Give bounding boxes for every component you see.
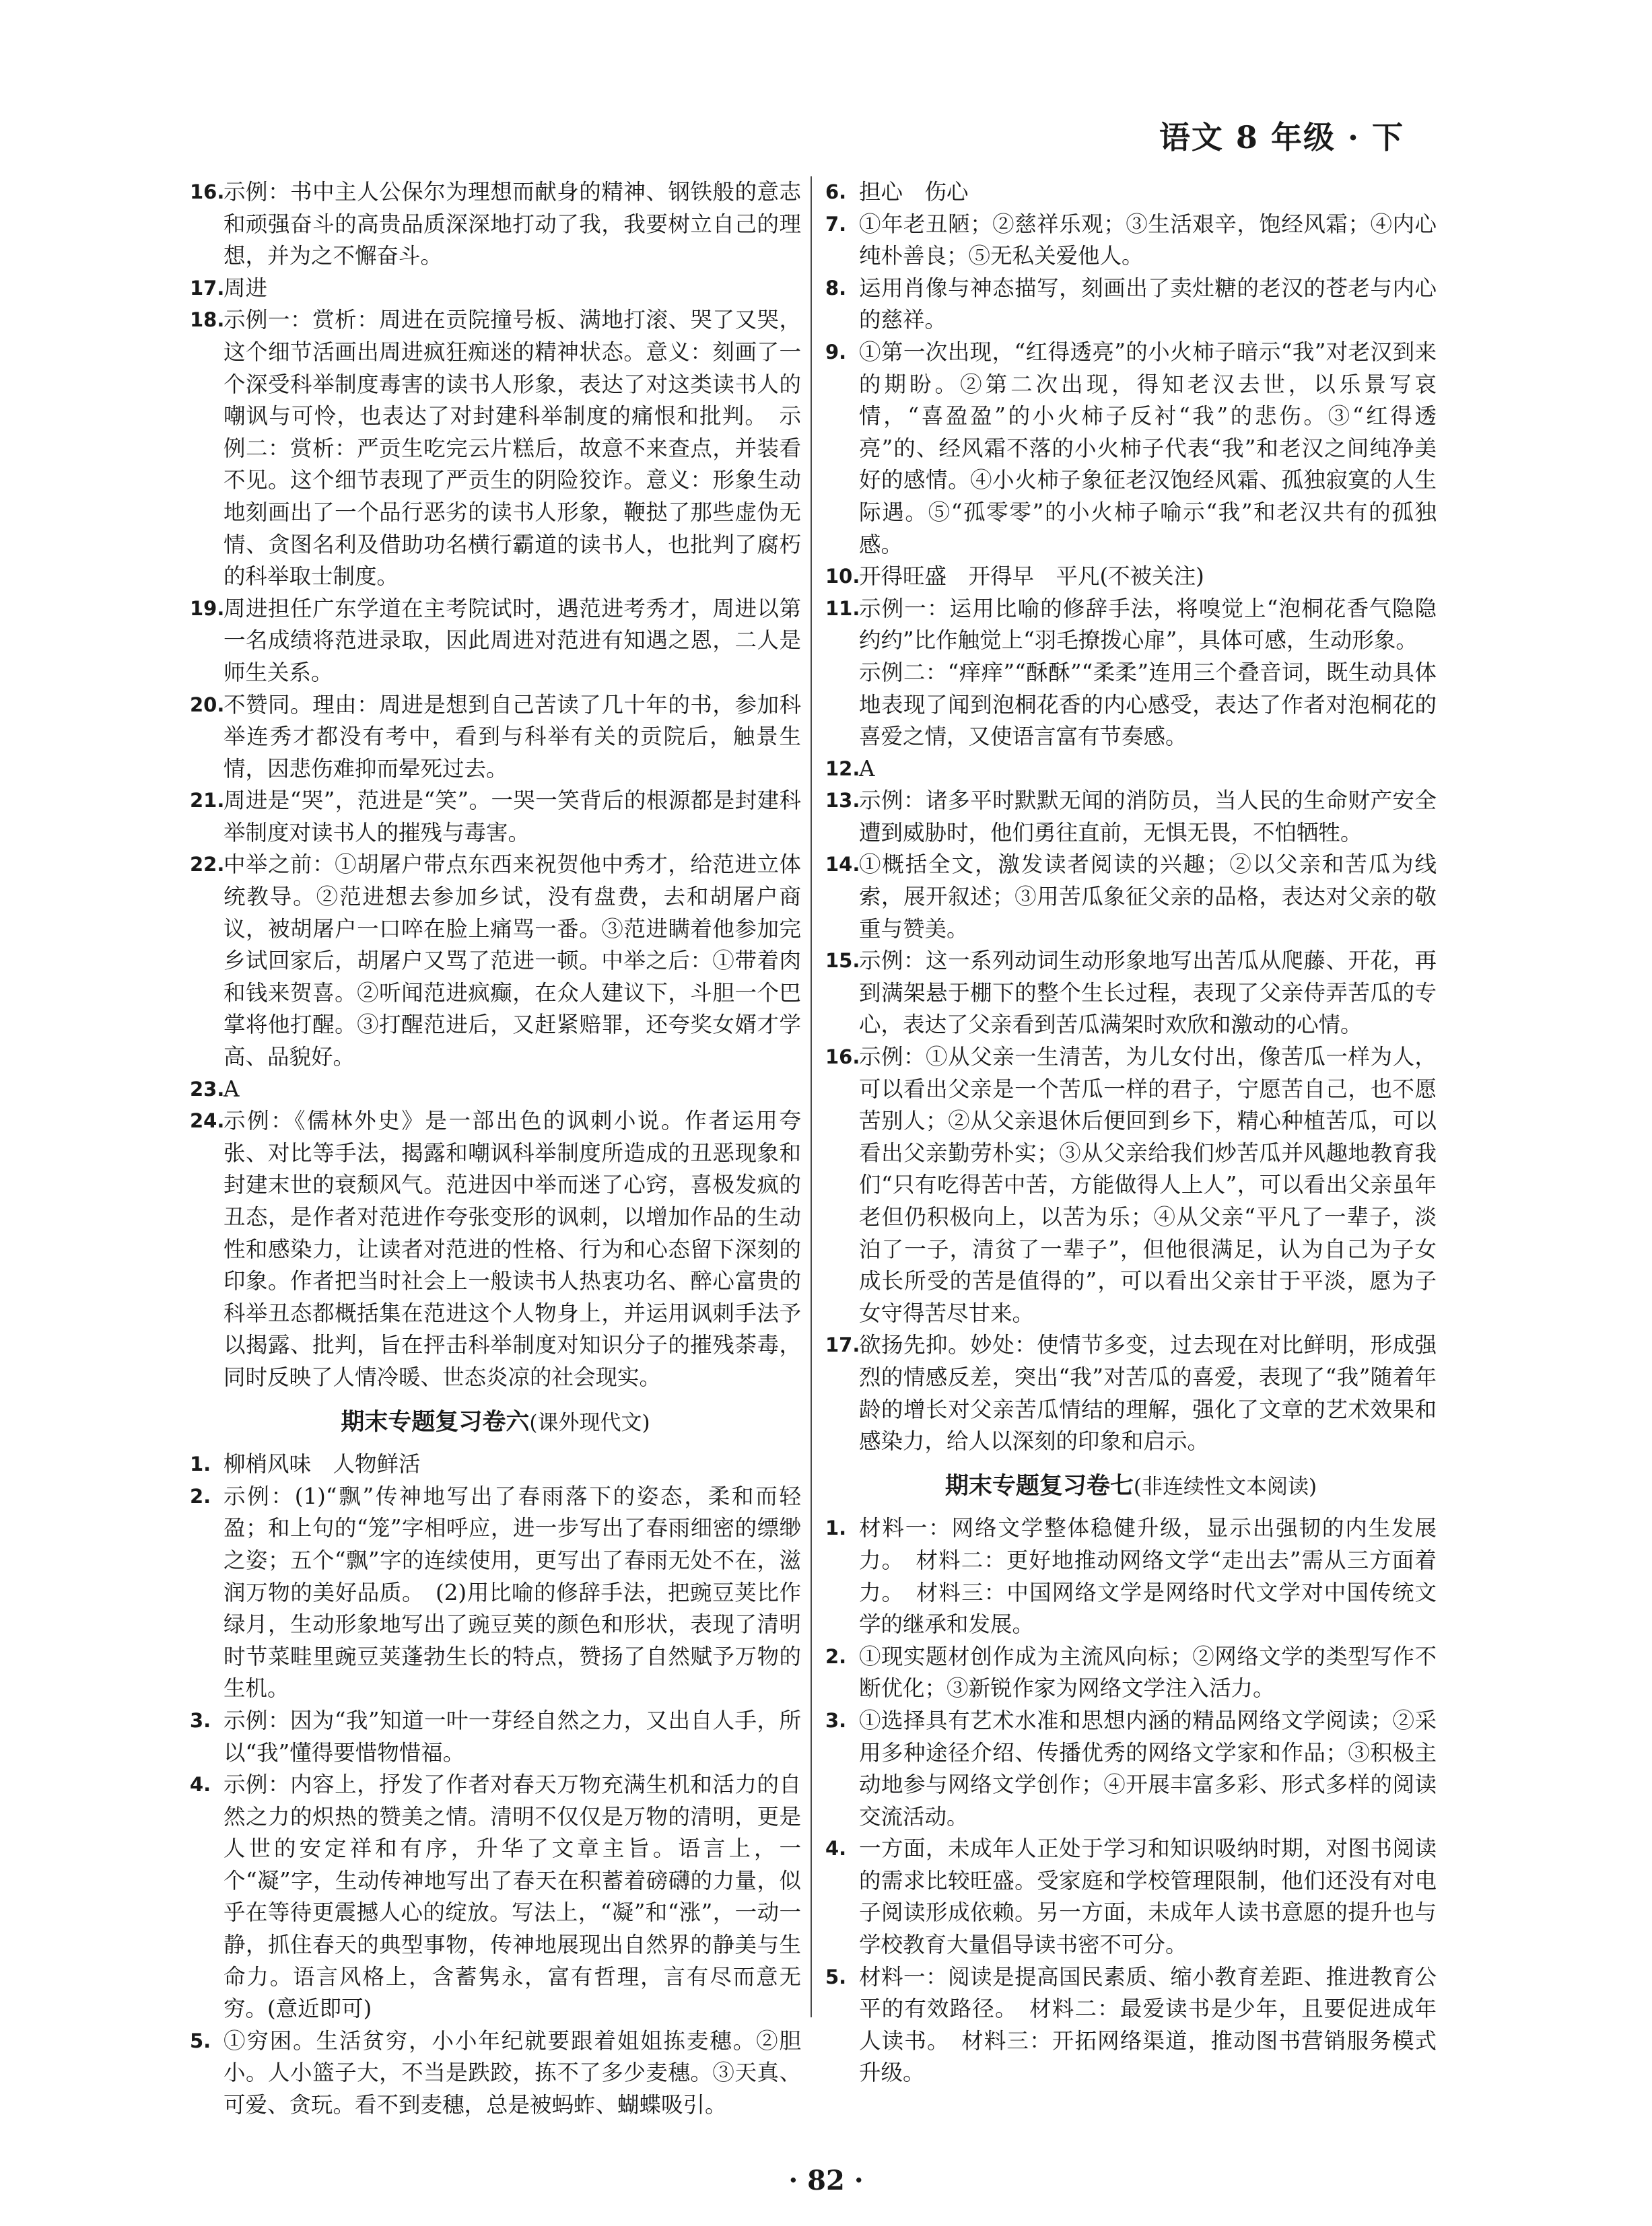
answer-number: 5. (825, 1965, 847, 1988)
answer-item (825, 1641, 1437, 1705)
answer-item (190, 1481, 801, 1705)
answer-item (825, 1041, 1437, 1329)
answer-number: 21. (190, 789, 225, 812)
answer-number: 3. (190, 1708, 211, 1732)
answer-number: 3. (825, 1708, 847, 1732)
answer-number: 13. (825, 789, 860, 812)
section7-title (825, 1470, 1437, 1504)
answer-number: 4. (190, 1773, 211, 1797)
answer-item (190, 176, 801, 273)
left-column (190, 176, 801, 2122)
answer-text: 示例：内容上，抒发了作者对春天万物充满生机和活力的自然之力的炽热的赞美之情。清明不仅仅是万物的清明，更是人世的安定祥和有序，升华了文章主旨。语言上，一个“凝”字，生动传神地写出了春天在积蓄着磅礴的力量，似乎在等待更震撼人心的绽放。写法上，“凝”和“涨”，一动一静，抓住春天的典型事物，传神地展现出自然界的静美与生命力。语言风格上，含蓄隽永，富有哲理，言有尽而意无穷。(意近即可) (223, 1772, 801, 2022)
answer-number: 17. (190, 276, 225, 300)
answer-item (190, 1705, 801, 1769)
answer-item (190, 1449, 801, 1481)
answer-text: 中举之前：①胡屠户带点东西来祝贺他中秀才，给范进立体统教导。②范进想去参加乡试，没有盘费，去和胡屠户商议，被胡屠户一口啐在脸上痛骂一番。③范进瞒着他参加完乡试回家后，胡屠户又骂了范进一顿。中举之后：①带着肉和钱来贺喜。②听闻范进疯癫，在众人建议下，斗胆一个巴掌将他打醒。③打醒范进后，又赶紧赔罪，还夸奖女婿才学高、品貌好。 (223, 851, 801, 1070)
header-title: 语文 8 年级 · 下 (1159, 119, 1404, 155)
left-item-list (190, 176, 801, 1394)
answer-number: 24. (190, 1109, 225, 1133)
answer-text: 示例：因为“我”知道一叶一芽经自然之力，又出自人手，所以“我”懂得要惜物惜福。 (223, 1707, 801, 1766)
answer-item (825, 273, 1437, 337)
section7-title-main: 期末专题复习卷七 (944, 1471, 1134, 1500)
answer-item (190, 1769, 801, 2025)
answer-item (825, 1512, 1437, 1640)
answer-number: 4. (825, 1837, 847, 1860)
answer-number: 15. (825, 949, 860, 973)
answer-item (825, 753, 1437, 786)
answer-item (825, 561, 1437, 593)
answer-number: 9. (825, 340, 847, 363)
answer-text: ①第一次出现，“红得透亮”的小火柿子暗示“我”对老汉到来的期盼。②第二次出现，得知老汉去世，以乐景写哀情，“喜盈盈”的小火柿子反衬“我”的悲伤。③“红得透亮”的、经风霜不落的小火柿子代表“我”和老汉之间纯净美好的感情。④小火柿子象征老汉饱经风霜、孤独寂寞的人生际遇。⑤“孤零零”的小火柿子喻示“我”和老汉共有的孤独感。 (859, 339, 1437, 557)
answer-number: 18. (190, 308, 225, 332)
section7-title-sub: (非连续性文本阅读) (1133, 1474, 1317, 1499)
answer-text: 柳梢风味 人物鲜活 (223, 1451, 421, 1477)
answer-number: 16. (190, 180, 225, 203)
answer-item (825, 785, 1437, 849)
answer-number: 14. (825, 853, 860, 876)
answer-number: 11. (825, 596, 860, 620)
answer-text: 担心 伤心 (859, 179, 969, 205)
answer-text: 周进 (223, 275, 268, 301)
answer-text: ①年老丑陋；②慈祥乐观；③生活艰辛，饱经风霜；④内心纯朴善良；⑤无私关爱他人。 (859, 211, 1437, 269)
answer-item (825, 209, 1437, 273)
answer-item (825, 593, 1437, 657)
answer-text: 示例：《儒林外史》是一部出色的讽刺小说。作者运用夸张、对比等手法，揭露和嘲讽科举制度所造成的丑恶现象和封建末世的衰颓风气。范进因中举而迷了心窍，喜极发疯的丑态，是作者对范进作夸张变形的讽刺，以增加作品的生动性和感染力，让读者对范进的性格、行为和心态留下深刻的印象。作者把当时社会上一般读书人热衷功名、醉心富贵的科举丑态都概括集在范进这个人物身上，并运用讽刺手法予以揭露、批判，旨在抨击科举制度对知识分子的摧残荼毒，同时反映了人情冷暖、世态炎凉的社会现实。 (223, 1108, 801, 1390)
answer-text: ①概括全文，激发读者阅读的兴趣；②以父亲和苦瓜为线索，展开叙述；③用苦瓜象征父亲的品格，表达对父亲的敬重与赞美。 (859, 851, 1437, 942)
answer-item (190, 785, 801, 849)
answer-number: 1. (825, 1517, 847, 1540)
answer-number: 12. (825, 757, 860, 780)
page-number: · 82 · (788, 2165, 864, 2196)
answer-number: 1. (190, 1453, 211, 1476)
answer-number: 7. (825, 212, 847, 236)
answer-item (190, 849, 801, 1073)
answer-item (190, 304, 801, 592)
answer-number: 17. (825, 1333, 860, 1357)
answer-item (825, 849, 1437, 945)
answer-text: 示例一：赏析：周进在贡院撞号板、满地打滚、哭了又哭，这个细节活画出周进疯狂痴迷的精神状态。意义：刻画了一个深受科举制度毒害的读书人形象，表达了对这类读书人的嘲讽与可怜，也表达了对封建科举制度的痛恨和批判。 示例二：赏析：严贡生吃完云片糕后，故意不来查点，并装看不见。这个细节表现了严贡生的阴险狡诈。意义：形象生动地刻画出了一个品行恶劣的读书人形象，鞭挞了那些虚伪无情、贪图名利及借助功名横行霸道的读书人，也批判了腐朽的科举取士制度。 (223, 307, 801, 590)
answer-number: 16. (825, 1045, 860, 1069)
answer-text: A (859, 755, 875, 781)
answer-number: 5. (190, 2029, 211, 2052)
answer-item: 示例二：“痒痒”“酥酥”“柔柔”连用三个叠音词，既生动具体地表现了闻到泡桐花香的内心感受，表达了作者对泡桐花的喜爱之情，又使语言富有节奏感。 (859, 659, 1437, 750)
answer-number: 22. (190, 853, 225, 876)
answer-text: 示例：这一系列动词生动形象地写出苦瓜从爬藤、开花，再到满架悬于棚下的整个生长过程，表现了父亲侍弄苦瓜的专心，表达了父亲看到苦瓜满架时欢欣和激动的心情。 (859, 948, 1437, 1038)
answer-item (190, 1105, 801, 1393)
answer-item (825, 1705, 1437, 1833)
answer-text: 示例：书中主人公保尔为理想而献身的精神、钢铁般的意志和顽强奋斗的高贵品质深深地打动了我，我要树立自己的理想，并为之不懈奋斗。 (223, 179, 801, 269)
right-column (825, 176, 1437, 2089)
answer-text: 一方面，未成年人正处于学习和知识吸纳时期，对图书阅读的需求比较旺盛。受家庭和学校管理限制，他们还没有对电子阅读形成依赖。另一方面，未成年人读书意愿的提升也与学校教育大量倡导读书密不可分。 (859, 1836, 1437, 1958)
answer-item (190, 593, 801, 689)
answer-text: 示例：(1)“飘”传神地写出了春雨落下的姿态，柔和而轻盈；和上句的“笼”字相呼应，进一步写出了春雨细密的缥缈之姿；五个“飘”字的连续使用，更写出了春雨无处不在，滋润万物的美好品质。 (2)用比喻的修辞手法，把豌豆荚比作绿月，生动形象地写出了豌豆荚的颜色和形状，表现了清明时节菜畦里豌豆荚蓬勃生长的特点，赞扬了自然赋予万物的生机。 (223, 1483, 801, 1702)
answer-number: 23. (190, 1077, 225, 1101)
answer-number: 10. (825, 565, 860, 588)
answer-text: 欲扬先抑。妙处：使情节多变，过去现在对比鲜明，形成强烈的情感反差，突出“我”对苦瓜的喜爱，表现了“我”随着年龄的增长对父亲苦瓜情结的理解，强化了文章的艺术效果和感染力，给人以深刻的印象和启示。 (859, 1332, 1437, 1455)
answer-text: ①穷困。生活贫穷，小小年纪就要跟着姐姐拣麦穗。②胆小。人小篮子大，不当是跌跤，拣不了多少麦穗。③天真、可爱、贪玩。看不到麦穗，总是被蚂蚱、蝴蝶吸引。 (223, 2027, 801, 2118)
answer-item (190, 1074, 801, 1106)
answer-item (190, 273, 801, 305)
answer-number: 6. (825, 180, 847, 203)
answer-item (825, 176, 1437, 209)
answer-text: ①现实题材创作成为主流风向标；②网络文学的类型写作不断优化；③新锐作家为网络文学注入活力。 (859, 1643, 1437, 1702)
answer-text: 示例：诸多平时默默无闻的消防员，当人民的生命财产安全遭到威胁时，他们勇往直前，无惧无畏，不怕牺牲。 (859, 788, 1437, 845)
answer-text: 周进是“哭”，范进是“笑”。一哭一笑背后的根源都是封建科举制度对读书人的摧残与毒害。 (223, 788, 801, 845)
section6-title (190, 1406, 801, 1440)
answer-item (190, 2025, 801, 2122)
answer-item (825, 1329, 1437, 1457)
answer-item (825, 1833, 1437, 1961)
section7-item-list (825, 1512, 1437, 2089)
section6-title-sub: (课外现代文) (529, 1410, 650, 1435)
answer-text: ①选择具有艺术水准和思想内涵的精品网络文学阅读；②采用多种途径介绍、传播优秀的网络文学家和作品；③积极主动地参与网络文学创作；④开展丰富多彩、形式多样的阅读交流活动。 (859, 1707, 1437, 1830)
answer-item (825, 337, 1437, 561)
answer-text: 示例：①从父亲一生清苦，为儿女付出，像苦瓜一样为人，可以看出父亲是一个苦瓜一样的君子，宁愿苦自己，也不愿苦别人；②从父亲退休后便回到乡下，精心种植苦瓜，可以看出父亲勤劳朴实；③从父亲给我们炒苦瓜并风趣地教育我们“只有吃得苦中苦，方能做得人上人”，可以看出父亲虽年老但仍积极向上，以苦为乐；④从父亲“平凡了一辈子，淡泊了一子，清贫了一辈子”，但他很满足，认为自己为子女成长所受的苦是值得的”，可以看出父亲甘于平淡，愿为子女守得苦尽甘来。 (859, 1044, 1437, 1326)
answer-number: 20. (190, 693, 225, 716)
section6-item-list (190, 1449, 801, 2121)
answer-number: 2. (825, 1644, 847, 1668)
answer-text: 开得旺盛 开得早 平凡(不被关注) (859, 563, 1204, 590)
answer-item (825, 945, 1437, 1041)
answer-text: 运用肖像与神态描写，刻画出了卖灶糖的老汉的苍老与内心的慈祥。 (859, 275, 1437, 333)
answer-item (825, 1961, 1437, 2089)
column-divider (811, 176, 812, 2017)
right-item-list (825, 176, 1437, 1458)
answer-text: 周进担任广东学道在主考院试时，遇范进考秀才，周进以第一名成绩将范进录取，因此周进对范进有知遇之恩，二人是师生关系。 (223, 595, 801, 685)
answer-item (190, 689, 801, 786)
answer-number: 19. (190, 596, 225, 620)
answer-text: 材料一：阅读是提高国民素质、缩小教育差距、推进教育公平的有效路径。 材料二：最爱读书是少年，且要促进成年人读书。 材料三：开拓网络渠道，推动图书营销服务模式升级。 (859, 1963, 1437, 2086)
answer-text: 不赞同。理由：周进是想到自己苦读了几十年的书，参加科举连秀才都没有考中，看到与科举有关的贡院后，触景生情，因悲伤难抑而晕死过去。 (223, 691, 801, 781)
section6-title-main: 期末专题复习卷六 (341, 1407, 530, 1436)
answer-text: 材料一：网络文学整体稳健升级，显示出强韧的内生发展力。 材料二：更好地推动网络文学“走出去”需从三方面着力。 材料三：中国网络文学是网络时代文学对中国传统文学的继承和发展。 (859, 1515, 1437, 1638)
answer-number: 2. (190, 1484, 211, 1508)
answer-number: 8. (825, 276, 847, 300)
answer-text: 示例一：运用比喻的修辞手法，将嗅觉上“泡桐花香气隐隐约约”比作触觉上“羽毛撩拨心扉”，具体可感，生动形象。 (859, 595, 1437, 654)
answer-text: A (223, 1076, 240, 1102)
